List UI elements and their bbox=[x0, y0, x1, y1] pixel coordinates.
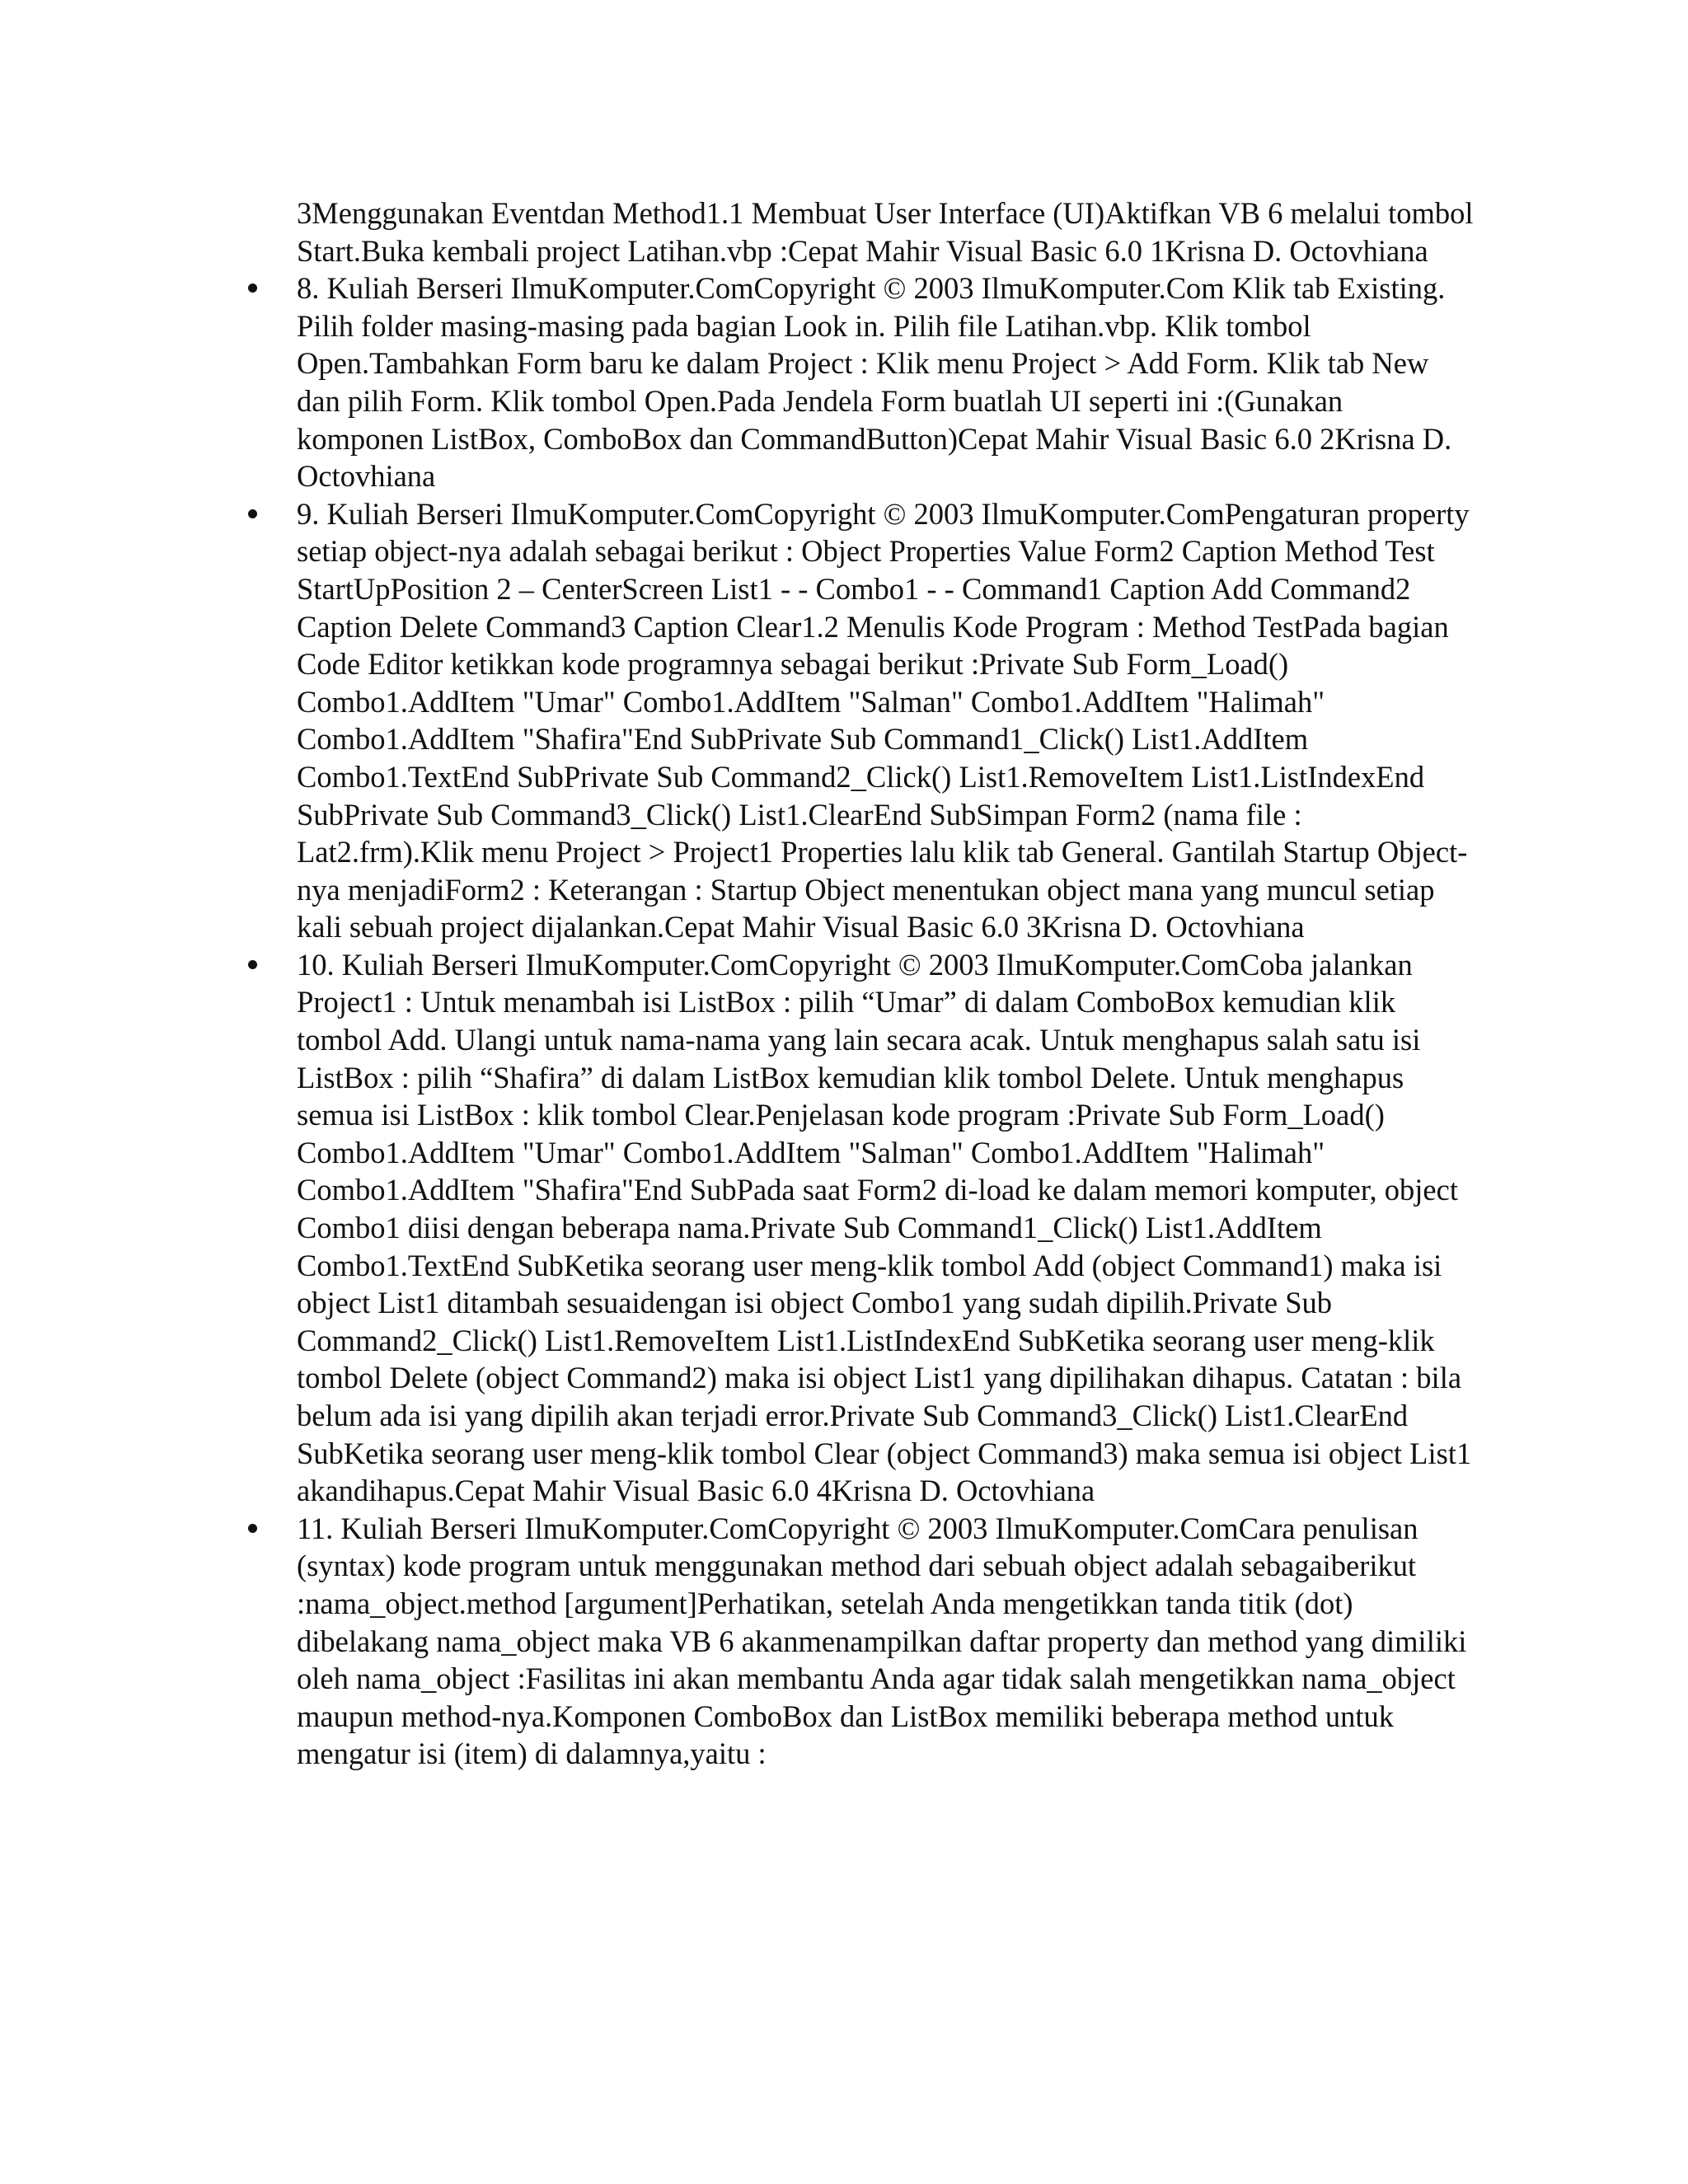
list-item-text: 8. Kuliah Berseri IlmuKomputer.ComCopyright © 2003 IlmuKomputer.Com Klik tab Existing. Pilih folder masing-masing pada bagian Look in. Pilih file Latihan.vbp. Klik tombol Open.Tambahkan Form baru ke dalam Project : Klik menu Project > Add Form. Klik tab New dan pilih Form. Klik tombol Open.Pada Jendela Form buatlah UI seperti ini :(Gunakan komponen ListBox, ComboBox dan CommandButton)Cepat Mahir Visual Basic 6.0 2Krisna D. Octovhiana bbox=[297, 271, 1452, 494]
list-item bbox=[297, 495, 1475, 946]
list-item bbox=[297, 269, 1475, 495]
bullet-icon bbox=[248, 284, 257, 293]
bullet-icon bbox=[248, 1524, 257, 1533]
bullet-icon bbox=[248, 509, 257, 518]
bullet-list bbox=[297, 269, 1475, 1773]
list-item bbox=[297, 1510, 1475, 1773]
intro-paragraph: 3Menggunakan Eventdan Method1.1 Membuat User Interface (UI)Aktifkan VB 6 melalui tombol Start.Buka kembali project Latihan.vbp :Cepat Mahir Visual Basic 6.0 1Krisna D. Octovhiana bbox=[297, 196, 1474, 268]
list-item bbox=[297, 946, 1475, 1510]
list-item-text: 11. Kuliah Berseri IlmuKomputer.ComCopyright © 2003 IlmuKomputer.ComCara penulisan (syntax) kode program untuk menggunakan method dari sebuah object adalah sebagaiberikut :nama_object.method [argument]Perhatikan, setelah Anda mengetikkan tanda titik (dot) dibelakang nama_object maka VB 6 akanmenampilkan daftar property dan method yang dimiliki oleh nama_object :Fasilitas ini akan membantu Anda agar tidak salah mengetikkan nama_object maupun method-nya.Komponen ComboBox dan ListBox memiliki beberapa method untuk mengatur isi (item) di dalamnya,yaitu : bbox=[297, 1511, 1467, 1771]
bullet-icon bbox=[248, 960, 257, 969]
list-item-text: 9. Kuliah Berseri IlmuKomputer.ComCopyright © 2003 IlmuKomputer.ComPengaturan property setiap object-nya adalah sebagai berikut : Object Properties Value Form2 Caption Method Test StartUpPosition 2 – CenterScreen List1 - - Combo1 - - Command1 Caption Add Command2 Caption Delete Command3 Caption Clear1.2 Menulis Kode Program : Method TestPada bagian Code Editor ketikkan kode programnya sebagai berikut :Private Sub Form_Load() Combo1.AddItem "Umar" Combo1.AddItem "Salman" Combo1.AddItem "Halimah" Combo1.AddItem "Shafira"End SubPrivate Sub Command1_Click() List1.AddItem Combo1.TextEnd SubPrivate Sub Command2_Click() List1.RemoveItem List1.ListIndexEnd SubPrivate Sub Command3_Click() List1.ClearEnd SubSimpan Form2 (nama file : Lat2.frm).Klik menu Project > Project1 Properties lalu klik tab General. Gantilah Startup Object-nya menjadiForm2 : Keterangan : Startup Object menentukan object mana yang muncul setiap kali sebuah project dijalankan.Cepat Mahir Visual Basic 6.0 3Krisna D. Octovhiana bbox=[297, 496, 1470, 944]
list-item-text: 10. Kuliah Berseri IlmuKomputer.ComCopyright © 2003 IlmuKomputer.ComCoba jalankan Project1 : Untuk menambah isi ListBox : pilih “Umar” di dalam ComboBox kemudian klik tombol Add. Ulangi untuk nama-nama yang lain secara acak. Untuk menghapus salah satu isi ListBox : pilih “Shafira” di dalam ListBox kemudian klik tombol Delete. Untuk menghapus semua isi ListBox : klik tombol Clear.Penjelasan kode program :Private Sub Form_Load() Combo1.AddItem "Umar" Combo1.AddItem "Salman" Combo1.AddItem "Halimah" Combo1.AddItem "Shafira"End SubPada saat Form2 di-load ke dalam memori komputer, object Combo1 diisi dengan beberapa nama.Private Sub Command1_Click() List1.AddItem Combo1.TextEnd SubKetika seorang user meng-klik tombol Add (object Command1) maka isi object List1 ditambah sesuaidengan isi object Combo1 yang sudah dipilih.Private Sub Command2_Click() List1.RemoveItem List1.ListIndexEnd SubKetika seorang user meng-klik tombol Delete (object Command2) maka isi object List1 yang dipilihakan dihapus. Catatan : bila belum ada isi yang dipilih akan terjadi error.Private Sub Command3_Click() List1.ClearEnd SubKetika seorang user meng-klik tombol Clear (object Command3) maka semua isi object List1 akandihapus.Cepat Mahir Visual Basic 6.0 4Krisna D. Octovhiana bbox=[297, 947, 1472, 1508]
document-body bbox=[297, 194, 1475, 1773]
